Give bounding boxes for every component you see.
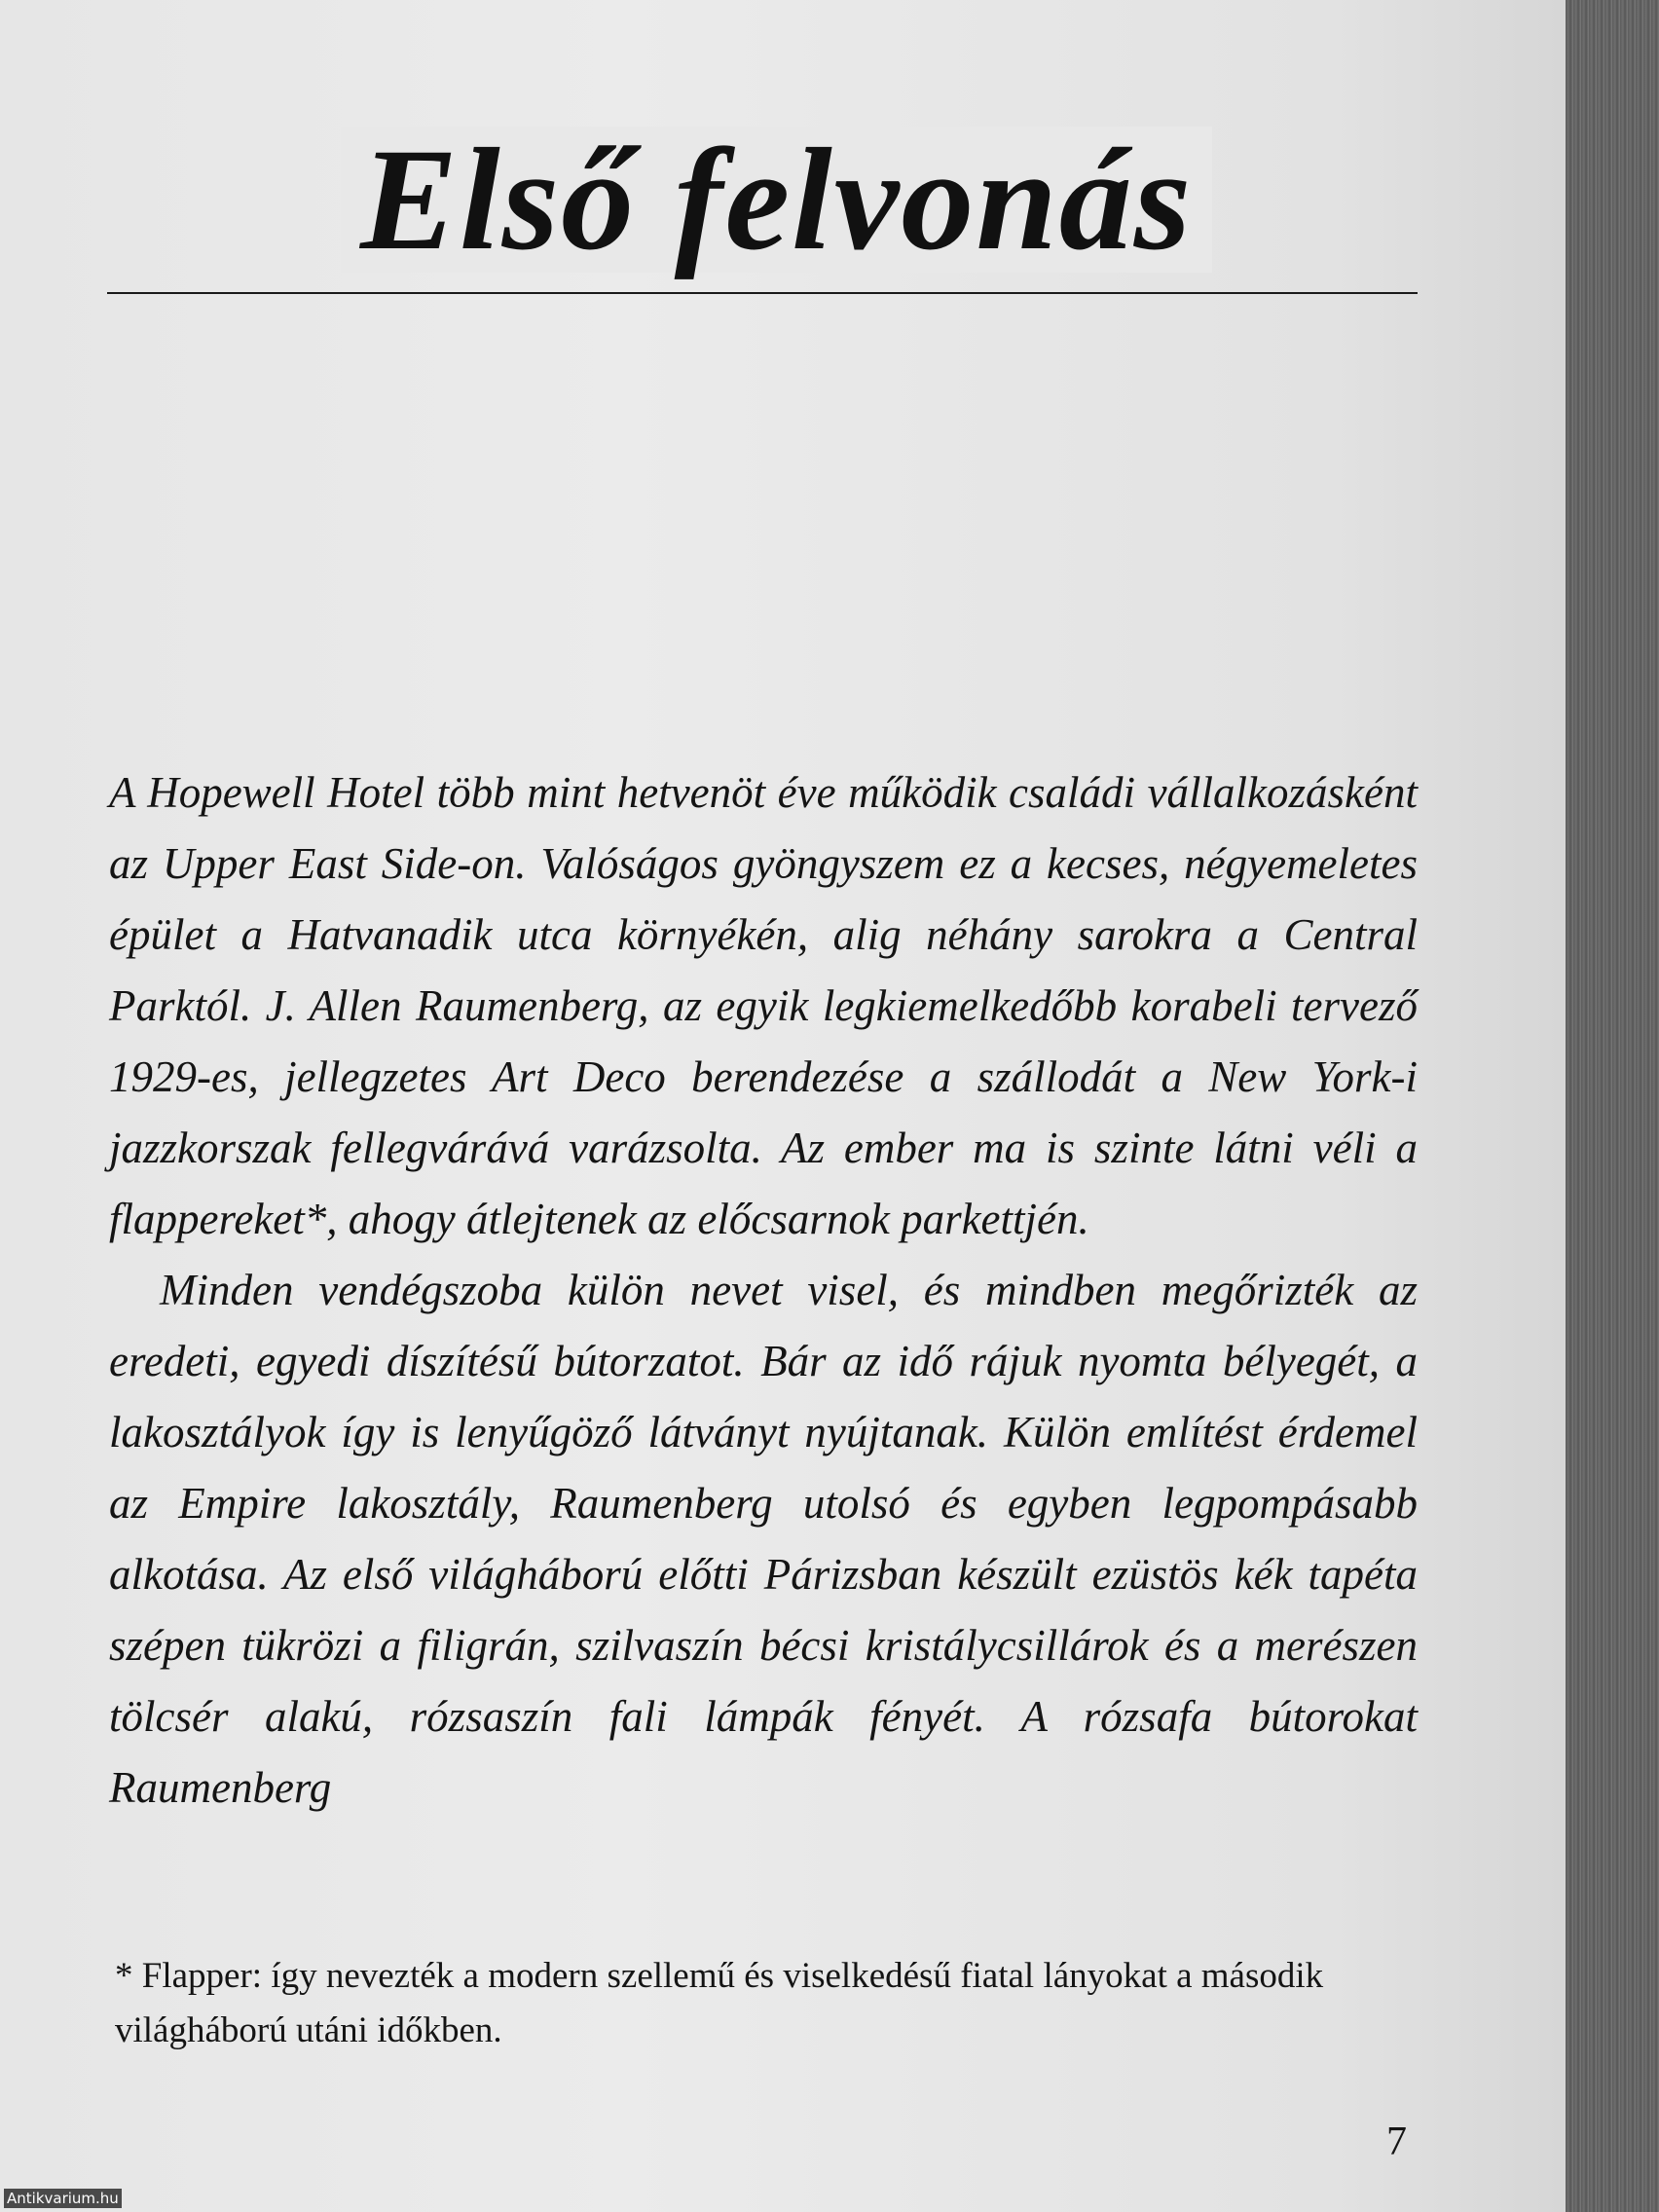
chapter-heading xyxy=(107,119,1418,380)
paragraph-1: A Hopewell Hotel több mint hetvenöt éve működik családi vállalkozásként az Upper East Side-on. Valóságos gyöngyszem ez a kecses, négyemeletes épület a Hatvanadik utca környékén, alig néhány sarokra a Central Parktól. J. Allen Raumenberg, az egyik legkiemelkedőbb korabeli tervező 1929-es, jellegzetes Art Deco berendezése a szállodát a New York-i jazzkorszak fellegvárává varázsolta. Az ember ma is szinte látni véli a flappereket*, ahogy átlejtenek az előcsarnok parkettjén. xyxy=(109,768,1418,1243)
body-text xyxy=(109,757,1418,1824)
page-edge-shadow xyxy=(1566,0,1659,2212)
chapter-title: Első felvonás xyxy=(341,127,1212,273)
paragraph-2: Minden vendégszoba külön nevet visel, és mindben megőrizték az eredeti, egyedi díszítésű bútorzatot. Bár az idő rájuk nyomta bélyegét, a lakosztályok így is lenyűgöző látványt nyújtanak. Külön említést érdemel az Empire lakosztály, Raumenberg utolsó és egyben legpompásabb alkotása. Az első világháború előtti Párizsban készült ezüstös kék tapéta szépen tükrözi a filigrán, szilvaszín bécsi kristálycsillárok és a merészen tölcsér alakú, rózsaszín fali lámpák fényét. A rózsafa bútorokat Raumenberg xyxy=(109,1266,1418,1812)
page-number: 7 xyxy=(1386,2120,1407,2164)
watermark: Antikvarium.hu xyxy=(4,2189,122,2208)
heading-rule xyxy=(107,292,1418,294)
footnote: * Flapper: így nevezték a modern szellemű és viselkedésű fiatal lányokat a második világháború utáni időkben. xyxy=(115,1956,1324,2050)
